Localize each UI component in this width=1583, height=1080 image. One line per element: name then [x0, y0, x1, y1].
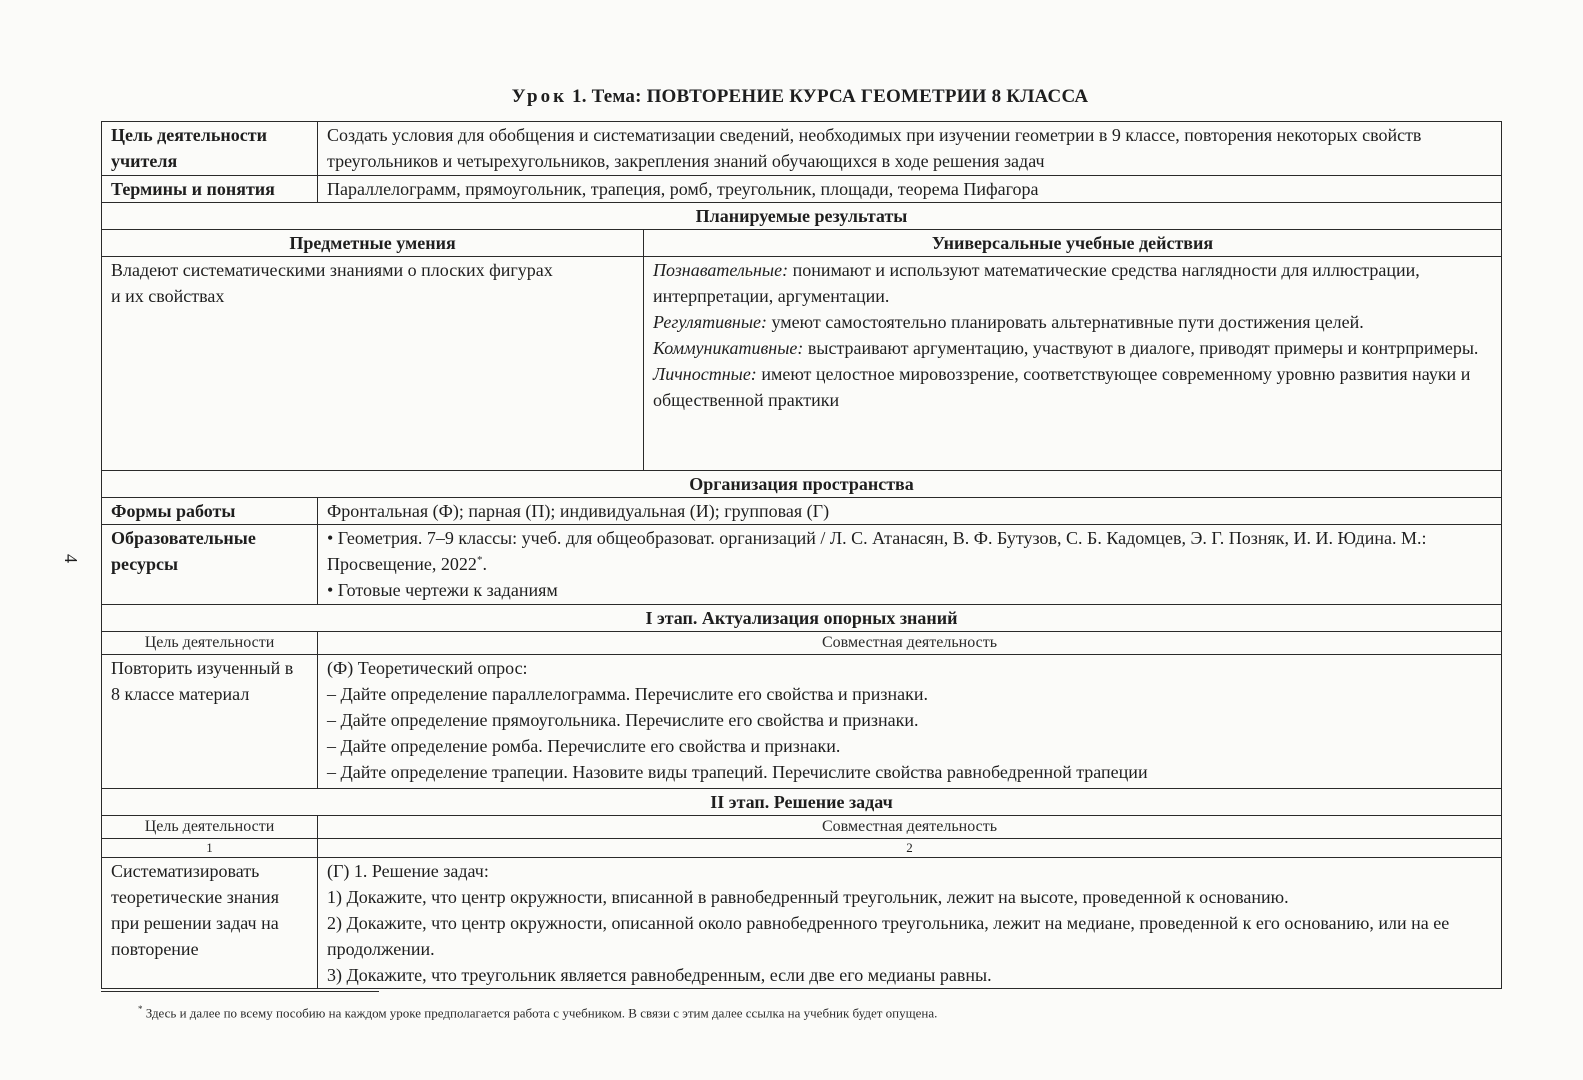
stage1-activity-column-header: Совместная деятельность: [318, 632, 1502, 655]
lesson-plan-table: [101, 121, 1502, 989]
uud-list: [644, 257, 1502, 471]
column-number-2: 2: [318, 839, 1502, 858]
task-line: 3) Докажите, что треугольник является равнобедренным, если две его медианы равны.: [327, 965, 992, 985]
task-line: 1) Докажите, что центр окружности, вписанной в равнобедренный треугольник, лежит на высоте, проведенной к основанию.: [327, 887, 1289, 907]
column-number-1: 1: [102, 839, 318, 858]
activity-line: – Дайте определение прямоугольника. Перечислите его свойства и признаки.: [327, 710, 919, 730]
footnote: * Здесь и далее по всему пособию на каждом уроке предполагается работа с учебником. В связи с этим далее ссылка на учебник будет опущена.: [138, 1004, 938, 1021]
uud-header: Универсальные учебные действия: [644, 230, 1502, 257]
space-header: Организация пространства: [102, 471, 1502, 498]
planned-header: Планируемые результаты: [102, 203, 1502, 230]
stage2-activity: [318, 858, 1502, 989]
forms-label: Формы работы: [102, 498, 318, 525]
subject-skills-header: Предметные умения: [102, 230, 644, 257]
stage1-goal: Повторить изученный в 8 классе материал: [102, 655, 318, 789]
goal-text: Создать условия для обобщения и систематизации сведений, необходимых при изучении геометрии в 9 классе, повторения некоторых свойств треугольников и четырехугольников, закрепления знаний обучающихся в ходе решения задач: [318, 122, 1502, 176]
uud-item: Коммуникативные: выстраивают аргументацию, участвуют в диалоге, приводят примеры и контрпримеры.: [653, 338, 1479, 358]
stage2-header-row: [102, 789, 1502, 816]
activity-line: – Дайте определение ромба. Перечислите его свойства и признаки.: [327, 736, 841, 756]
footnote-divider: [101, 991, 379, 992]
uud-item: Регулятивные: умеют самостоятельно планировать альтернативные пути достижения целей.: [653, 312, 1364, 332]
stage1-content-row: [102, 655, 1502, 789]
stage1-header-row: [102, 605, 1502, 632]
stage2-columns-row: [102, 816, 1502, 839]
resources-label: Образовательные ресурсы: [102, 525, 318, 605]
stage1-header: I этап. Актуализация опорных знаний: [102, 605, 1502, 632]
stage2-content-row: [102, 858, 1502, 989]
page-number: 4: [61, 554, 81, 563]
space-header-row: [102, 471, 1502, 498]
stage2-numbers-row: [102, 839, 1502, 858]
stage2-goal: Систематизировать теоретические знания при решении задач на повторение: [102, 858, 318, 989]
terms-label: Термины и понятия: [102, 176, 318, 203]
activity-line: – Дайте определение параллелограмма. Перечислите его свойства и признаки.: [327, 684, 928, 704]
goal-label: Цель деятельности учителя: [102, 122, 318, 176]
activity-line: (Ф) Теоретический опрос:: [327, 658, 528, 678]
subject-skills-text: Владеют систематическими знаниями о плоских фигурах и их свойствах: [102, 257, 644, 471]
forms-row: [102, 498, 1502, 525]
activity-line: – Дайте определение трапеции. Назовите виды трапеций. Перечислите свойства равнобедренной трапеции: [327, 762, 1148, 782]
task-line: (Г) 1. Решение задач:: [327, 861, 489, 881]
planned-header-row: [102, 203, 1502, 230]
stage1-columns-row: [102, 632, 1502, 655]
planned-results-row: [102, 257, 1502, 471]
terms-row: [102, 176, 1502, 203]
resources-list: [318, 525, 1502, 605]
lesson-title: Урок 1. Тема: ПОВТОРЕНИЕ КУРСА ГЕОМЕТРИИ 8 КЛАССА: [511, 86, 1089, 107]
stage2-goal-column-header: Цель деятельности: [102, 816, 318, 839]
resource-item: • Готовые чертежи к заданиям: [327, 580, 558, 600]
stage1-activity: [318, 655, 1502, 789]
stage2-activity-column-header: Совместная деятельность: [318, 816, 1502, 839]
planned-columns-row: [102, 230, 1502, 257]
uud-item: Личностные: имеют целостное мировоззрение, соответствующее современному уровню развития науки и общественной практики: [653, 364, 1471, 410]
stage1-goal-column-header: Цель деятельности: [102, 632, 318, 655]
resource-item: • Геометрия. 7–9 классы: учеб. для общеобразоват. организаций / Л. С. Атанасян, В. Ф. Бутузов, С. Б. Кадомцев, Э. Г. Позняк, И. И. Юдина. М.: Просвещение, 2022*.: [327, 528, 1427, 574]
goal-row: [102, 122, 1502, 176]
terms-text: Параллелограмм, прямоугольник, трапеция, ромб, треугольник, площади, теорема Пифагора: [318, 176, 1502, 203]
task-line: 2) Докажите, что центр окружности, описанной около равнобедренного треугольника, лежит на медиане, проведенной к его основанию, или на ее продолжении.: [327, 913, 1450, 959]
stage2-header: II этап. Решение задач: [102, 789, 1502, 816]
forms-text: Фронтальная (Ф); парная (П); индивидуальная (И); групповая (Г): [318, 498, 1502, 525]
resources-row: [102, 525, 1502, 605]
uud-item: Познавательные: понимают и используют математические средства наглядности для иллюстрации, интерпретации, аргументации.: [653, 260, 1420, 306]
